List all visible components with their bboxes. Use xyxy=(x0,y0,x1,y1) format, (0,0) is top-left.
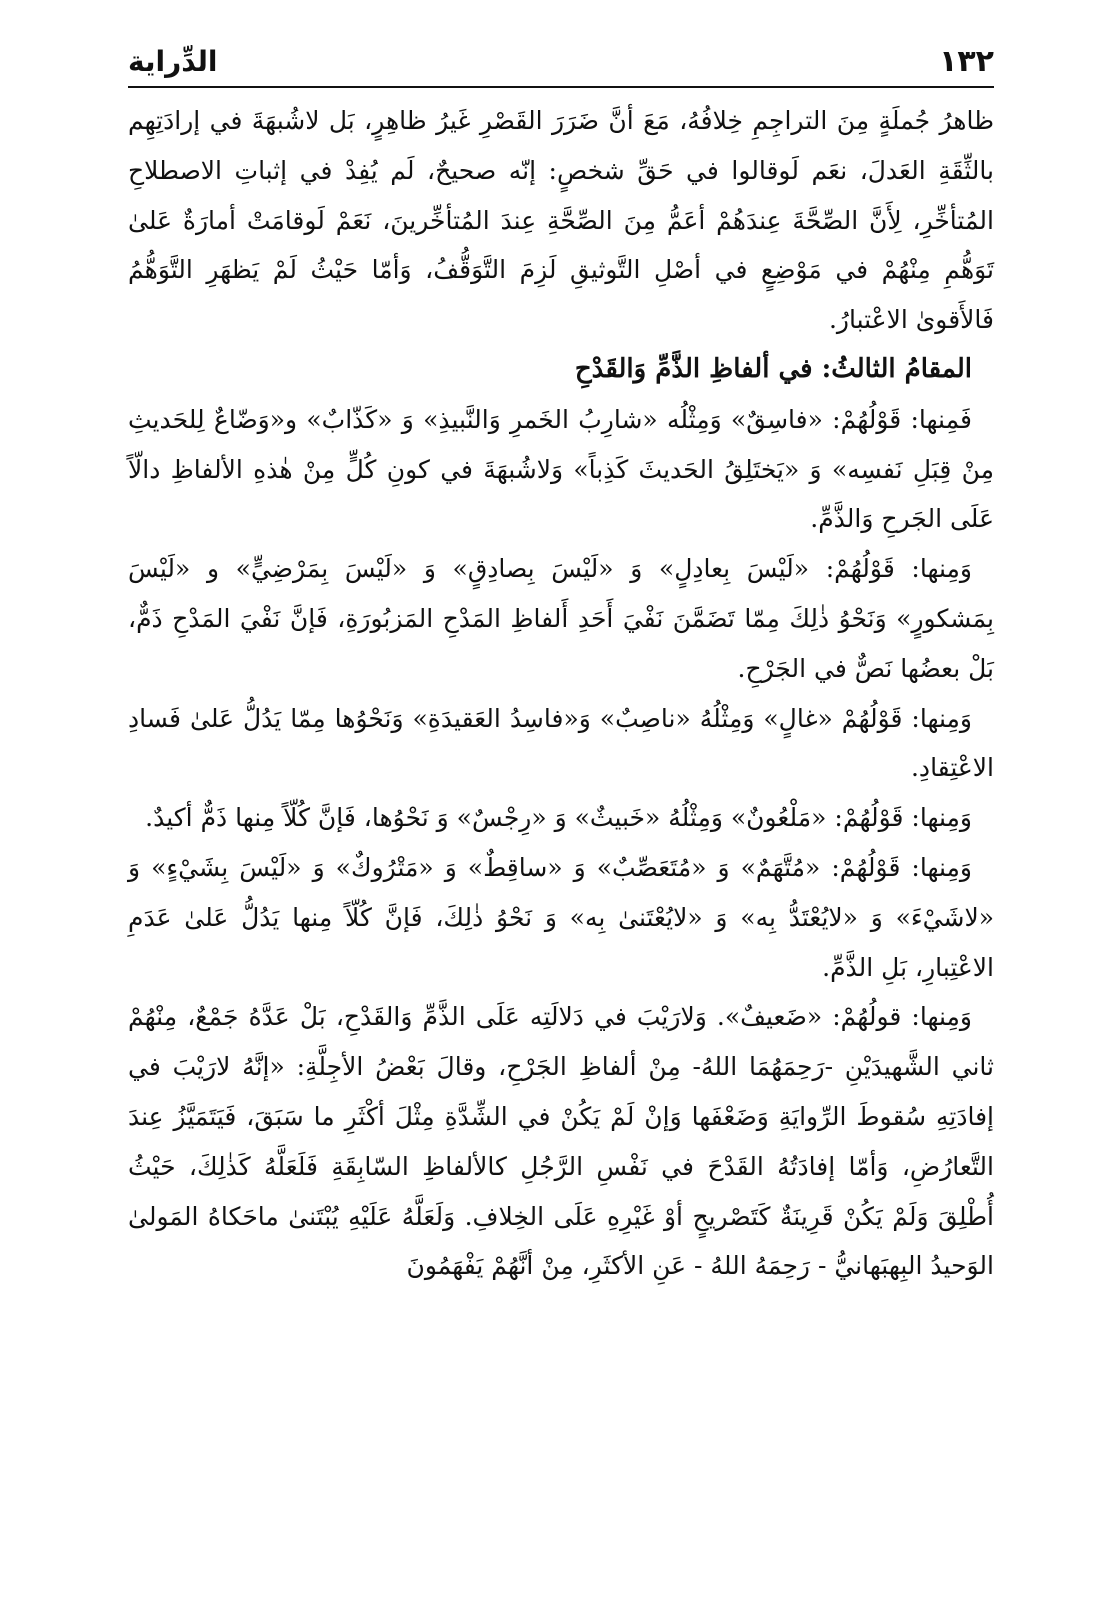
header-rule xyxy=(128,86,994,88)
paragraph-3: وَمِنها: قَوْلُهُمْ: «لَيْسَ بِعادِلٍ» وَ «لَيْسَ بِصادِقٍ» وَ «لَيْسَ بِمَرْضِيٍّ» و «لَيْسَ بِمَشكورٍ» وَنَحْوُ ذٰلِكَ مِمّا تَضَمَّنَ نَفْيَ أَحَدِ أَلفاظِ المَدْحِ المَزبُورَةِ، فَإنَّ نَفْيَ المَدْحِ ذَمٌّ، بَلْ بعضُها نَصٌّ في الجَرْحِ. xyxy=(128,554,994,683)
running-title: الدِّراية xyxy=(128,44,218,78)
paragraph-5: وَمِنها: قَوْلُهُمْ: «مَلْعُونٌ» وَمِثْلُهُ «خَبيثٌ» وَ «رِجْسٌ» وَ نَحْوُها، فَإنَّ كُلّاً مِنها ذَمٌّ أكيدٌ. xyxy=(145,803,972,833)
paragraph-6: وَمِنها: قَوْلُهُمْ: «مُتَّهَمٌ» وَ «مُتَعَصِّبٌ» وَ «ساقِطٌ» وَ «مَتْرُوكٌ» وَ «لَيْسَ بِشَيْءٍ» وَ «لاشَيْءَ» وَ «لايُعْتَدُّ بِه» وَ «لايُعْتَنىٰ بِه» وَ نَحْوُ ذٰلِكَ، فَإنَّ كُلّاً مِنها يَدُلُّ عَلىٰ عَدَمِ الاعْتِبارِ، بَلِ الذَّمِّ. xyxy=(128,852,994,982)
paragraph-1: ظاهرُ جُملَةٍ مِنَ التراجِمِ خِلافُهُ، مَعَ أنَّ ضَرَرَ القَصْرِ غَيرُ ظاهِرٍ، بَل لاشُبهَةَ في إرادَتِهِم بالثِّقَةِ العَدلَ، نعَم لَوقالوا في حَقِّ شخصٍ: إنّه صحيحٌ، لَم يُفِدْ في إثباتِ الاصطلاحِ المُتأخِّرِ، لِأَنَّ الصِّحَّةَ عِندَهُمْ أعَمُّ مِنَ الصِّحَّةِ عِندَ المُتأخِّرينَ، نَعَمْ لَوقامَتْ أمارَةٌ عَلىٰ تَوَهُّمِ مِنْهُمْ في مَوْضِعٍ في أصْلِ التَّوثيقِ لَزِمَ التَّوَقُّفُ، وَأمّا حَيْثُ لَمْ يَظهَرِ التَّوَهُّمُ فَالأَقوىٰ الاعْتبارُ. xyxy=(128,106,994,335)
paragraph-7: وَمِنها: قولُهُمْ: «ضَعيفٌ». وَلارَيْبَ في دَلالَتِه عَلَى الذَّمِّ وَالقَدْحِ، بَلْ عَدَّهُ جَمْعٌ، مِنْهُمْ ثاني الشَّهيدَيْنِ -رَحِمَهُمَا اللهُ- مِنْ ألفاظِ الجَرْحِ، وقالَ بَعْضُ الأجِلَّةِ: «إنَّهُ لارَيْبَ في إفادَتِهِ سُقوطَ الرِّوايَةِ وَضَعْفَها وَإنْ لَمْ يَكُنْ في الشِّدَّةِ مِثْلَ أكْثَرِ ما سَبَقَ، فَيَتَمَيَّزُ عِندَ التَّعارُضِ، وَأمّا إفادَتُهُ القَدْحَ في نَفْسِ الرَّجُلِ كالألفاظِ السّابِقَةِ فَلَعَلَّهُ كَذٰلِكَ، حَيْثُ أُطْلِقَ وَلَمْ يَكُنْ قَرِينَةٌ كَتَصْريحٍ أوْ غَيْرِهِ عَلَى الخِلافِ. وَلَعَلَّهُ عَلَيْهِ يُبْتَنىٰ ماحَكاهُ المَولىٰ الوَحيدُ البِهبَهانيُّ - رَحِمَهُ اللهُ - عَنِ الأكثَرِ، مِنْ أنَّهُمْ يَفْهَمُونَ xyxy=(128,1002,994,1281)
body-text xyxy=(128,96,994,1291)
page-number: ١٣٢ xyxy=(939,43,994,79)
paragraph-4: وَمِنها: قَوْلُهُمْ «غالٍ» وَمِثْلُهُ «ناصِبٌ» وَ«فاسِدُ العَقيدَةِ» وَنَحْوُها مِمّا يَدُلُّ عَلىٰ فَسادِ الاعْتِقادِ. xyxy=(128,703,994,783)
section-heading: المقامُ الثالثُ: في ألفاظِ الذَّمِّ وَالقَدْحِ xyxy=(574,353,972,384)
page-header xyxy=(128,38,994,84)
paragraph-2: فَمِنها: قَوْلُهُمْ: «فاسِقٌ» وَمِثْلُه «شارِبُ الخَمرِ وَالنَّبيذِ» وَ «كَذّابٌ» و«وَضّاعٌ لِلحَديثِ مِنْ قِبَلِ نَفسِه» وَ «يَختَلِقُ الحَديثَ كَذِباً» وَلاشُبهَةَ في كونِ كُلٍّ مِنْ هٰذهِ الألفاظِ دالّاً عَلَى الجَرحِ وَالذَّمِّ. xyxy=(128,404,994,534)
